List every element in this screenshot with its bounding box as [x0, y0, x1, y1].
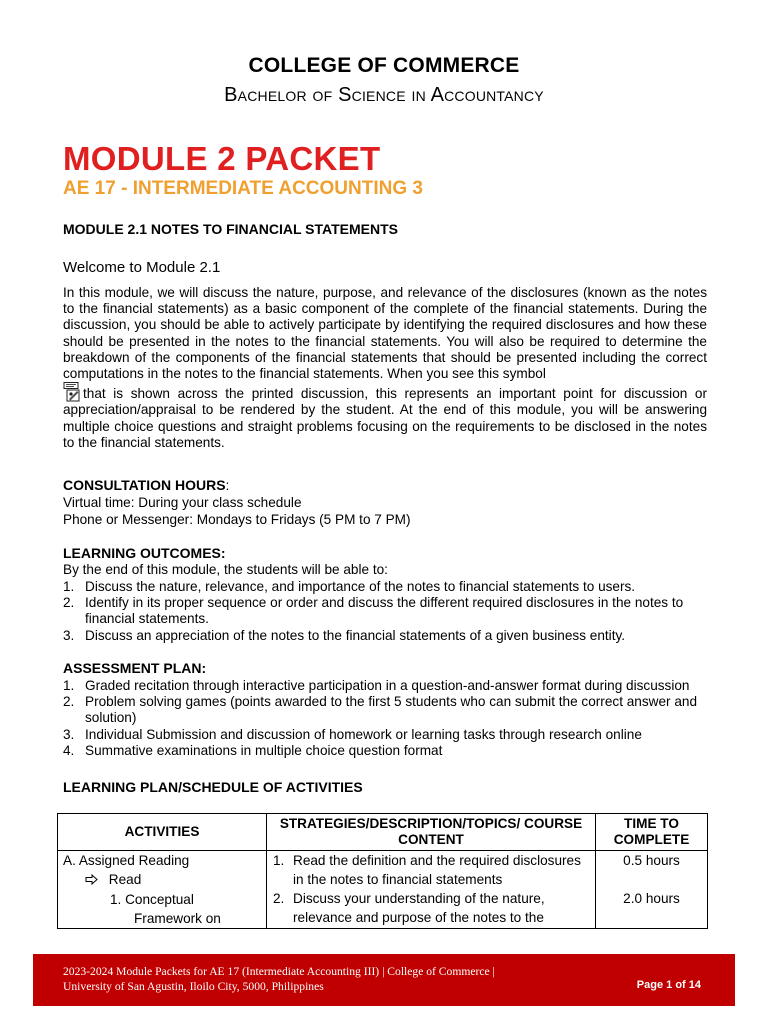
intro-paragraph	[63, 285, 707, 451]
hollow-right-arrow-icon	[85, 871, 99, 890]
learning-plan-table	[57, 813, 708, 929]
column-header-activities: ACTIVITIES	[58, 814, 267, 851]
course-title: AE 17 - INTERMEDIATE ACCOUNTING 3	[63, 178, 423, 199]
column-header-strategies: STRATEGIES/DESCRIPTION/TOPICS/ COURSE CONTENT	[267, 814, 596, 851]
page-footer	[33, 954, 735, 1006]
intro-text-part1: In this module, we will discuss the nature, purpose, and relevance of the disclosures (known as the notes to the financial statements) as a basic component of the complete of the financial statements. During the discussion, you should be able to actively participate by identifying the required disclosures and how these should be presented in the notes to the financial statements. You will also be required to determine the breakdown of the components of the financial statements that should be presented including the correct computations in the notes to the financial statements. When you see this symbol	[63, 285, 707, 382]
list-item: 2. Problem solving games (points awarded to the first 5 students who can submit the correct answer and solution)	[63, 694, 698, 726]
program-name: Bachelor of Science in Accountancy	[224, 84, 544, 106]
consultation-phone: Phone or Messenger: Mondays to Fridays (5 PM to 7 PM)	[63, 512, 411, 527]
table-row	[58, 851, 708, 929]
list-item: 3. Individual Submission and discussion of homework or learning tasks through research online	[63, 726, 642, 742]
footer-text: 2023-2024 Module Packets for AE 17 (Intermediate Accounting III) | College of Commerce | University of San Agustin, Iloilo City, 5000, Philippines	[63, 965, 495, 993]
assessment-list	[63, 678, 713, 759]
list-item: 3. Discuss an appreciation of the notes to the financial statements of a given business entity.	[63, 627, 626, 643]
list-item: 1. Graded recitation through interactive participation in a question-and-answer format during discussion	[63, 678, 690, 693]
outcomes-heading: LEARNING OUTCOMES:	[63, 545, 226, 561]
intro-text-part2: that is shown across the printed discussion, this represents an important point for discussion or appreciation/appraisal to be rendered by the student. At the end of this module, you will be answering multiple choice questions and straight problems focusing on the requirements to be disclosed in the notes to the financial statements.	[63, 386, 707, 450]
section-title: MODULE 2.1 NOTES TO FINANCIAL STATEMENTS	[63, 221, 398, 237]
module-title: MODULE 2 PACKET	[63, 140, 381, 177]
page-number: Page 1 of 14	[636, 979, 701, 991]
learning-plan-heading: LEARNING PLAN/SCHEDULE OF ACTIVITIES	[63, 779, 363, 795]
pencil-paper-icon	[63, 382, 81, 402]
activities-cell: A. Assigned Reading Read 1. Conceptual Framework on	[58, 851, 267, 929]
welcome-text: Welcome to Module 2.1	[63, 259, 221, 276]
list-item: 2. Identify in its proper sequence or order and discuss the different required disclosures in the notes to financial statements.	[63, 595, 684, 627]
list-item: 1. Discuss the nature, relevance, and importance of the notes to financial statements to users.	[63, 579, 636, 594]
consultation-virtual: Virtual time: During your class schedule	[63, 495, 302, 510]
list-item: 4. Summative examinations in multiple choice question format	[63, 742, 443, 758]
strategies-cell: 1. Read the definition and the required disclosures in the notes to financial statements 2. Discuss your understanding of the nature, relevance and purpose of the notes to the	[267, 851, 596, 929]
table-header-row	[58, 814, 708, 851]
outcomes-lead: By the end of this module, the students will be able to:	[63, 562, 388, 577]
college-name: COLLEGE OF COMMERCE	[248, 54, 520, 77]
assessment-heading: ASSESSMENT PLAN:	[63, 660, 207, 676]
outcomes-list	[63, 579, 713, 644]
consultation-heading: CONSULTATION HOURS:	[63, 477, 230, 493]
time-cell: 0.5 hours 2.0 hours	[596, 851, 708, 929]
column-header-time: TIME TO COMPLETE	[596, 814, 708, 851]
read-label: Read	[108, 872, 142, 887]
